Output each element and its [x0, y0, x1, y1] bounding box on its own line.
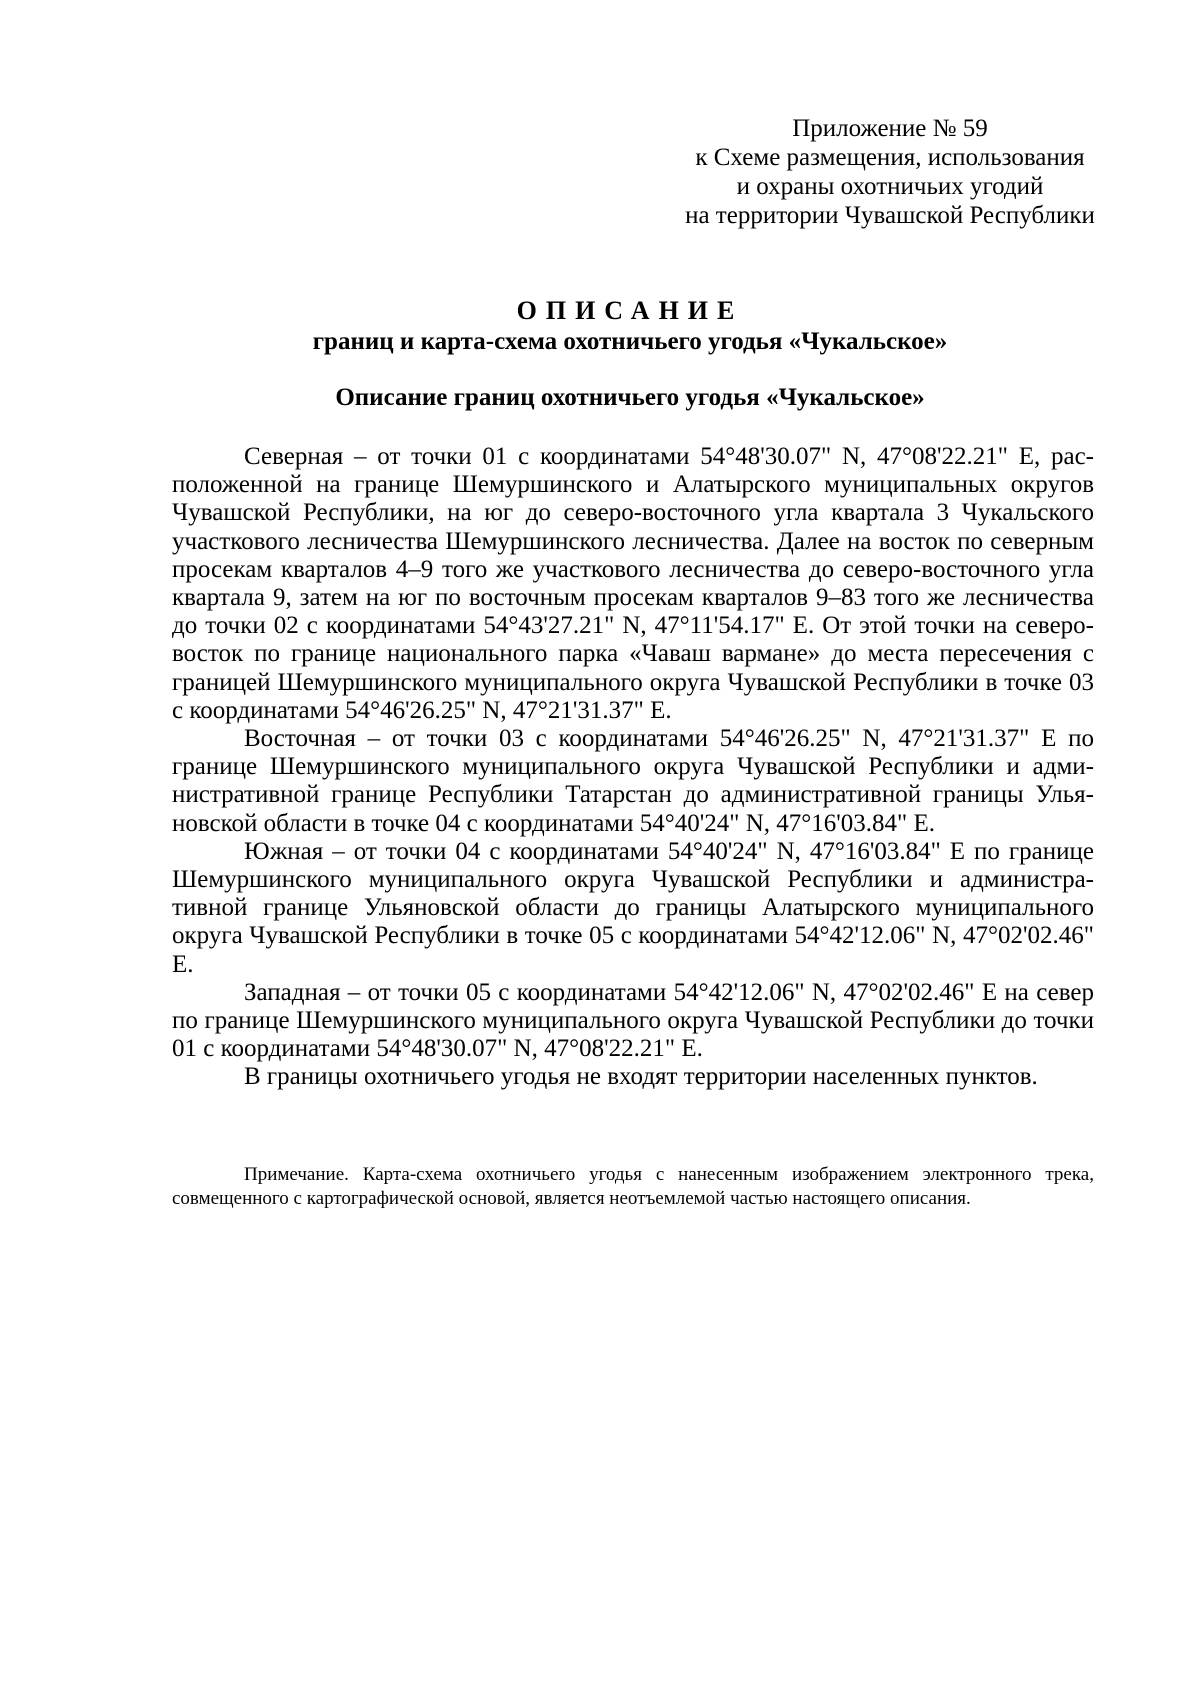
document-title: ОПИСАНИЕ [516, 296, 744, 325]
boundary-description [172, 443, 1094, 1092]
footnote: Примечание. Карта-схема охотничьего угодья с нанесенным изображением электронного трека, совмещенного с картографической основой, является неотъемлемой частью настоящего описания. [172, 1164, 1094, 1209]
appendix-line-3: и охраны охотничьих угодий [736, 173, 1044, 200]
exclusion-paragraph: В границы охотничьего угодья не входят территории населенных пунктов. [244, 1063, 1038, 1091]
west-boundary-paragraph: Западная – от точки 05 с координатами 54°42'12.06" N, 47°02'02.46" E на север по границе Шемуршинского муниципального округа Чувашской Республики до точки 01 с координатами 54°48'30.07" N, 47°08'22.21" E. [172, 978, 1094, 1063]
appendix-reference [640, 114, 1140, 230]
east-boundary-paragraph: Восточная – от точки 03 с координатами 54°46'26.25" N, 47°21'31.37" E по границе Шемуршинского муниципального округа Чувашской Республики и административной границе Республики Татарстан до административной границы Ульяновской области в точке 04 с координатами 54°40'24" N, 47°16'03.84" E. [172, 725, 1094, 837]
appendix-number: Приложение № 59 [792, 115, 988, 142]
section-title: Описание границ охотничьего угодья «Чукальское» [335, 384, 925, 411]
appendix-line-2: к Схеме размещения, использования [695, 144, 1085, 171]
south-boundary-paragraph: Южная – от точки 04 с координатами 54°40'24" N, 47°16'03.84" E по границе Шемуршинского муниципального округа Чувашской Республики и административной границе Ульяновской области до границы Алатырского муниципального округа Чувашской Республики в точке 05 с координатами 54°42'12.06" N, 47°02'02.46" E. [172, 837, 1094, 978]
north-boundary-paragraph: Северная – от точки 01 с координатами 54°48'30.07" N, 47°08'22.21" E, расположенной на границе Шемуршинского и Алатырского муниципальных округов Чувашской Республики, на юг до северо-восточного угла квартала 3 Чукальского участкового лесничества Шемуршинского лесничества. Далее на восток по северным просекам кварталов 4–9 того же участкового лесничества до северо-восточного угла квартала 9, затем на юг по восточным просекам кварталов 9–83 того же лесничества до точки 02 с координатами 54°43'27.21" N, 47°11'54.17" E. От этой точки на северо-восток по границе национального парка «Чаваш вармане» до места пересечения с границей Шемуршинского муниципального округа Чувашской Республики в точке 03 с координатами 54°46'26.25" N, 47°21'31.37" E. [172, 443, 1094, 724]
appendix-line-4: на территории Чувашской Республики [685, 202, 1095, 229]
document-subtitle: границ и карта-схема охотничьего угодья «Чукальское» [312, 328, 948, 355]
